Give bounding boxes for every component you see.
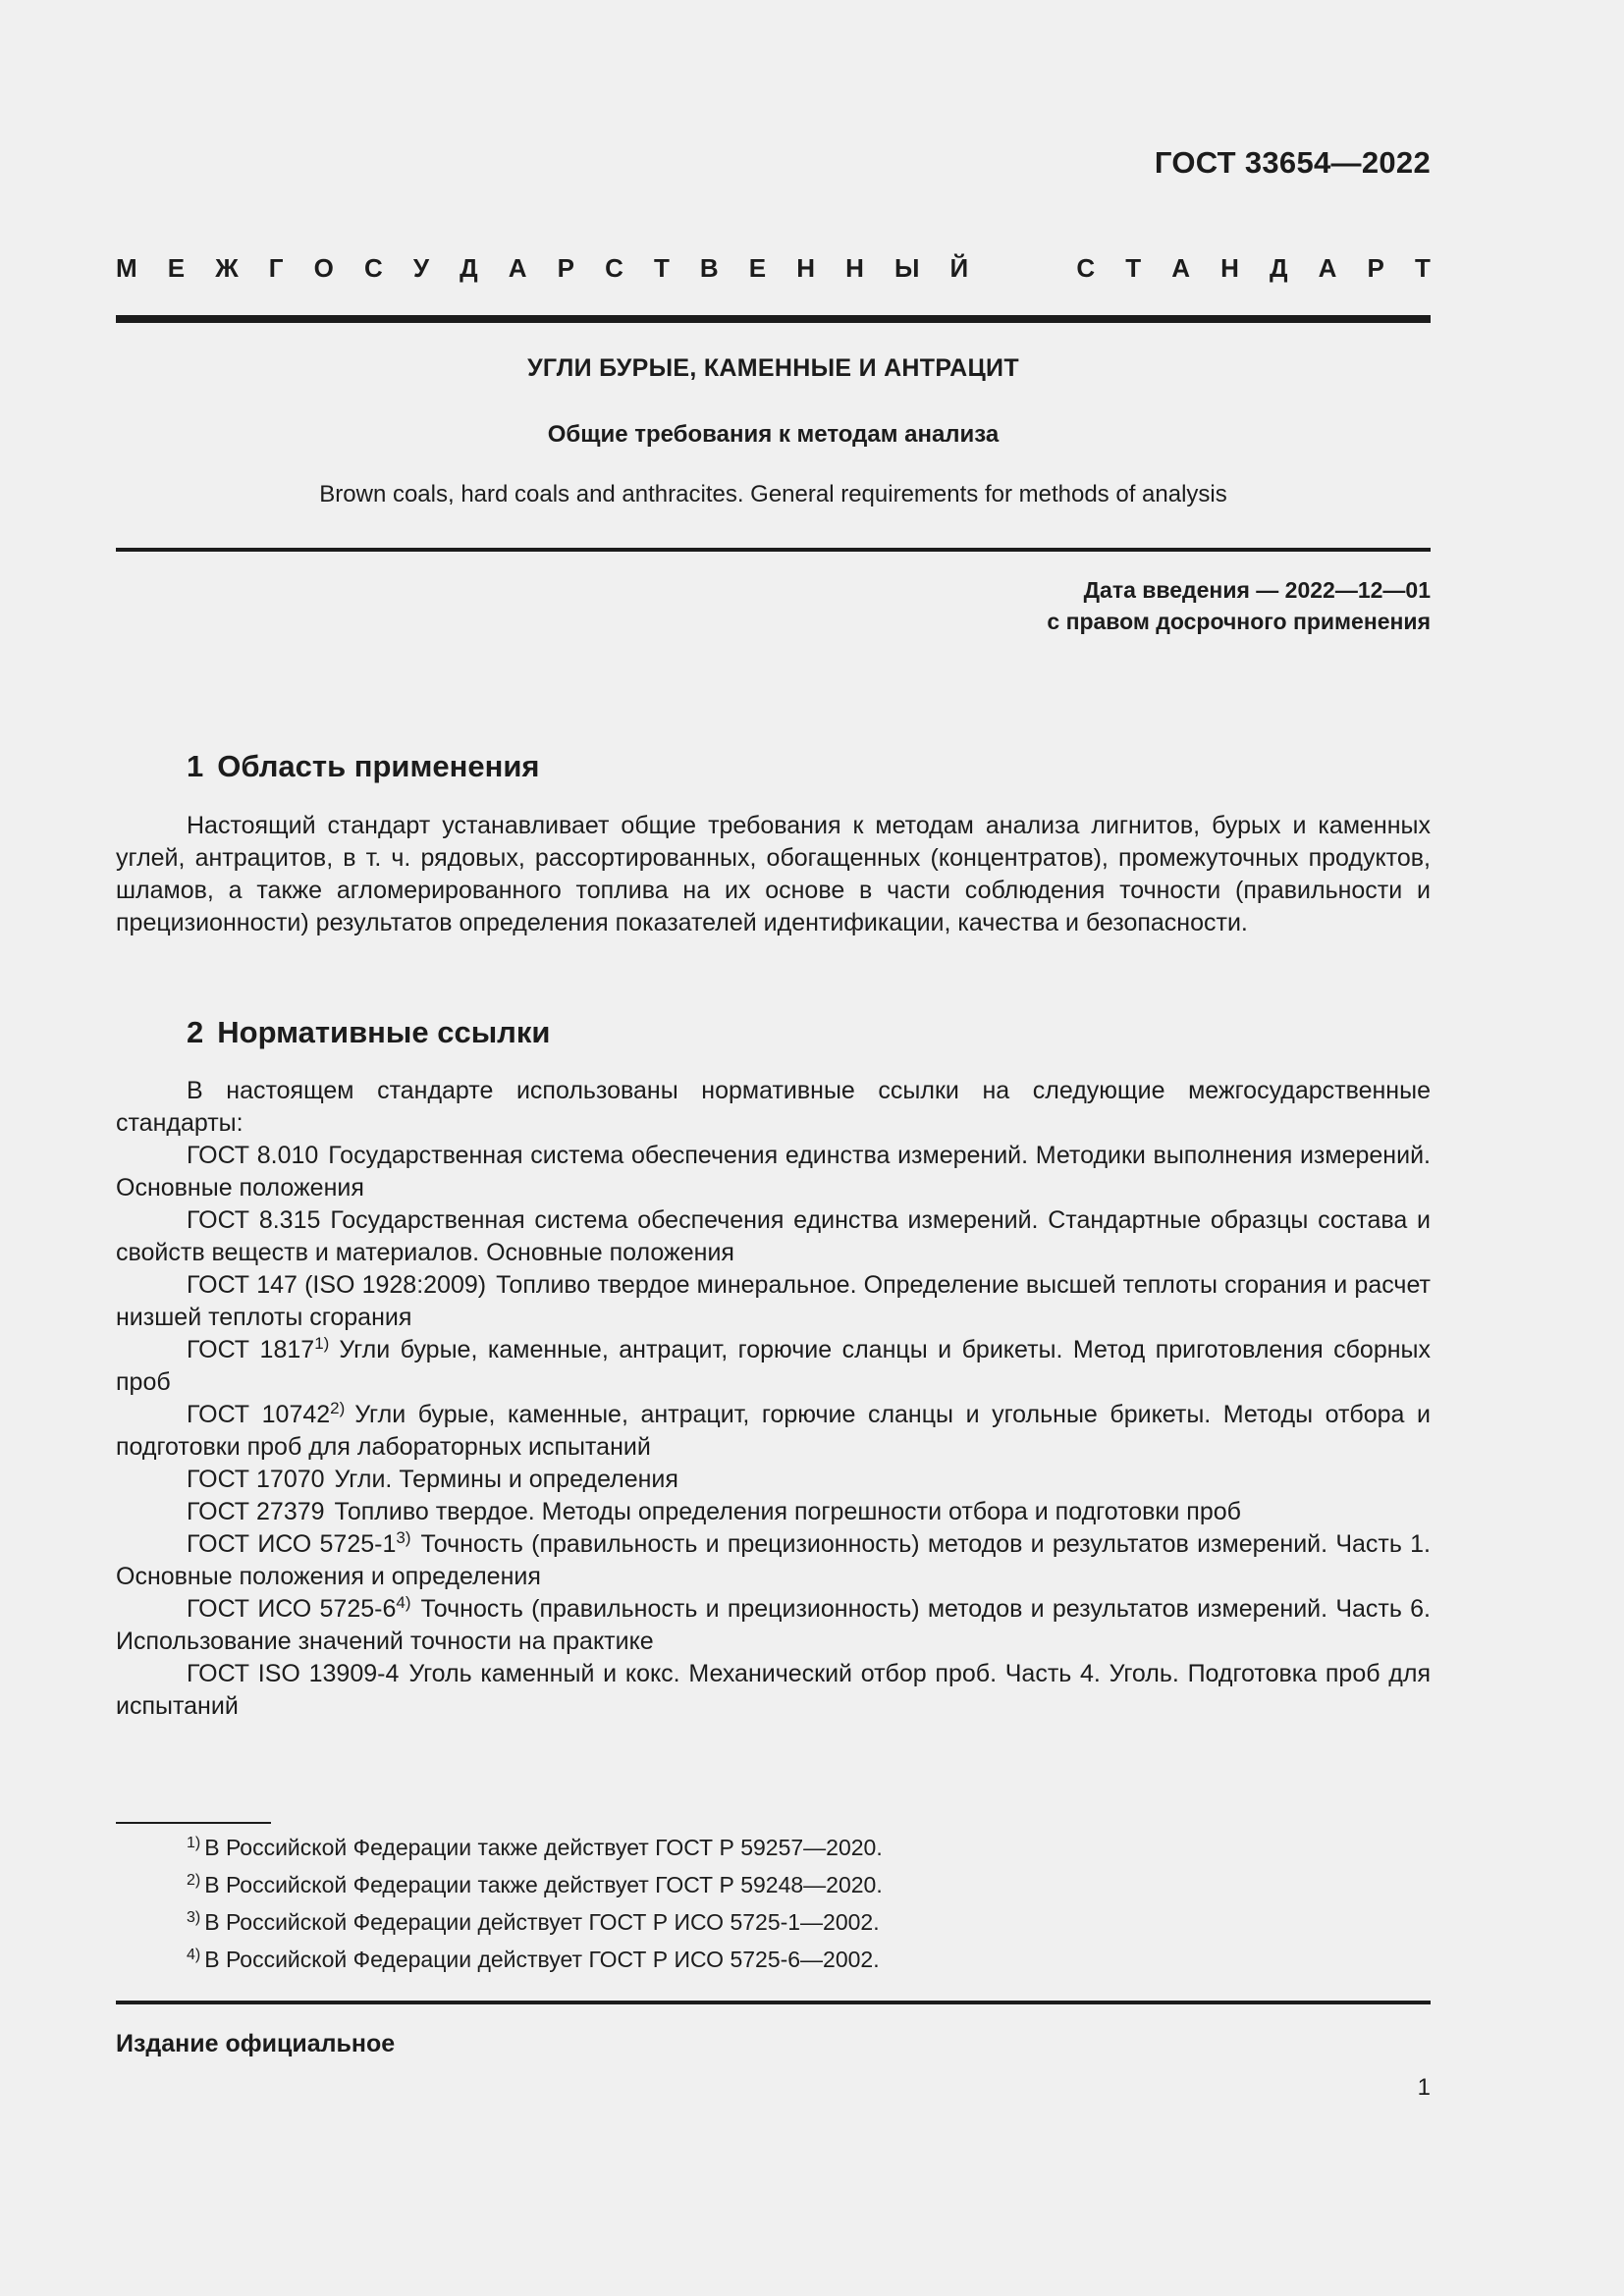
introduction-date-block [1047, 574, 1431, 637]
footnote [187, 1866, 883, 1903]
reference-code [187, 1336, 329, 1363]
document-page [116, 0, 1431, 2296]
heading-letter: Р [1367, 253, 1384, 283]
reference-code: ГОСТ 8.010 [187, 1142, 319, 1169]
section-heading-references [187, 1015, 550, 1050]
reference-title: Точность (правильность и прецизионность) методов и результатов измерений. Часть 1. Основные положения и определения [116, 1530, 1431, 1590]
reference-item [116, 1204, 1431, 1269]
reference-code-text: ГОСТ 10742 [187, 1401, 331, 1428]
reference-title: Угли. Термины и определения [334, 1466, 678, 1493]
footnote-mark: 4) [396, 1593, 411, 1612]
footnotes [187, 1829, 883, 1978]
introduction-date: Дата введения — 2022—12—01 [1083, 577, 1431, 603]
footnote-separator [116, 1822, 271, 1824]
heading-letter: М [116, 253, 137, 283]
heading-letter: С [605, 253, 623, 283]
word-gap [999, 253, 1046, 283]
reference-code: ГОСТ 147 (ISO 1928:2009) [187, 1271, 487, 1299]
heading-letter: Н [796, 253, 816, 283]
reference-item [116, 1496, 1431, 1528]
title-divider [116, 548, 1431, 552]
footnote-mark: 2) [187, 1872, 201, 1889]
heading-letter: Й [949, 253, 969, 283]
reference-title: Государственная система обеспечения единства измерений. Методики выполнения измерений. Основные положения [116, 1142, 1431, 1201]
reference-item [116, 1658, 1431, 1723]
reference-code: ГОСТ 8.315 [187, 1206, 321, 1234]
reference-item [116, 1140, 1431, 1204]
footnote-mark: 3) [187, 1909, 201, 1926]
section-heading-scope [187, 749, 540, 784]
reference-item [116, 1399, 1431, 1464]
heading-letter: Д [460, 253, 478, 283]
footnote-text: В Российской Федерации также действует ГОСТ Р 59248—2020. [204, 1872, 883, 1897]
reference-item [116, 1334, 1431, 1399]
footnote-mark: 2) [330, 1399, 346, 1417]
heading-letter: Т [1414, 253, 1431, 283]
heading-letter: А [508, 253, 527, 283]
heading-letter: Ж [215, 253, 239, 283]
footnote-text: В Российской Федерации действует ГОСТ Р ИСО 5725-6—2002. [204, 1947, 880, 1972]
edition-label: Издание официальное [116, 2030, 396, 2057]
reference-code [187, 1595, 410, 1623]
footnote-mark: 1) [314, 1334, 330, 1353]
heading-letter: Д [1270, 253, 1288, 283]
heading-letter: Е [748, 253, 767, 283]
reference-code: ГОСТ ISO 13909-4 [187, 1660, 400, 1687]
heading-letter: Р [557, 253, 574, 283]
english-title: Brown coals, hard coals and anthracites. General requirements for methods of analysis [319, 481, 1227, 507]
reference-code [187, 1530, 410, 1558]
reference-title: Угли бурые, каменные, антрацит, горючие сланцы и угольные брикеты. Методы отбора и подготовки проб для лабораторных испытаний [116, 1401, 1431, 1461]
reference-title: Топливо твердое минеральное. Определение высшей теплоты сгорания и расчет низшей теплоты сгорания [116, 1271, 1431, 1331]
heading-letter: О [313, 253, 334, 283]
heading-letter: Е [167, 253, 186, 283]
reference-title: Точность (правильность и прецизионность) методов и результатов измерений. Часть 6. Использование значений точности на практике [116, 1595, 1431, 1655]
reference-title: Государственная система обеспечения единства измерений. Стандартные образцы состава и свойств веществ и материалов. Основные положения [116, 1206, 1431, 1266]
references-intro: В настоящем стандарте использованы нормативные ссылки на следующие межгосударственные стандарты: [116, 1077, 1431, 1137]
reference-code-text: ГОСТ ИСО 5725-1 [187, 1530, 397, 1558]
heading-letter: Г [268, 253, 284, 283]
heading-letter: А [1171, 253, 1191, 283]
document-title: УГЛИ БУРЫЕ, КАМЕННЫЕ И АНТРАЦИТ [527, 354, 1019, 382]
page-number: 1 [1417, 2074, 1431, 2101]
footnote [187, 1829, 883, 1866]
section-title: Область применения [217, 749, 540, 783]
interstate-standard-heading [116, 253, 1431, 283]
section-number: 2 [187, 1015, 204, 1049]
document-subtitle: Общие требования к методам анализа [547, 421, 1000, 448]
footnote [187, 1903, 883, 1941]
heading-letter: С [363, 253, 383, 283]
section-number: 1 [187, 749, 204, 783]
footnote-text: В Российской Федерации также действует ГОСТ Р 59257—2020. [204, 1835, 883, 1860]
reference-item [116, 1464, 1431, 1496]
heading-letter: В [699, 253, 719, 283]
reference-code: ГОСТ 17070 [187, 1466, 325, 1493]
reference-code-text: ГОСТ 1817 [187, 1336, 315, 1363]
footnote-mark: 3) [396, 1528, 411, 1547]
header-divider [116, 315, 1431, 323]
reference-title: Уголь каменный и кокс. Механический отбор проб. Часть 4. Уголь. Подготовка проб для испытаний [116, 1660, 1432, 1720]
early-application-note: с правом досрочного применения [1047, 609, 1431, 634]
reference-title: Угли бурые, каменные, антрацит, горючие сланцы и брикеты. Метод приготовления сборных проб [116, 1336, 1432, 1396]
reference-item [116, 1593, 1431, 1658]
scope-paragraph: Настоящий стандарт устанавливает общие требования к методам анализа лигнитов, бурых и каменных углей, антрацитов, в т. ч. рядовых, рассортированных, обогащенных (концентратов), промежуточных продуктов, шламов, а также агломерированного топлива на их основе в части соблюдения точности (правильности и прецизионности) результатов определения показателей идентификации, качества и безопасности. [116, 812, 1431, 936]
footnote-mark: 4) [187, 1947, 201, 1963]
footer-divider [116, 2001, 1431, 2004]
heading-letter: Н [845, 253, 864, 283]
footnote-text: В Российской Федерации действует ГОСТ Р ИСО 5725-1—2002. [204, 1909, 880, 1935]
reference-item [116, 1269, 1431, 1334]
heading-letter: Ы [893, 253, 920, 283]
heading-letter: А [1318, 253, 1337, 283]
heading-letter: С [1076, 253, 1096, 283]
footnote-mark: 1) [187, 1835, 201, 1851]
normative-references [116, 1075, 1431, 1723]
reference-code [187, 1401, 345, 1428]
reference-item [116, 1528, 1431, 1593]
heading-letter: Т [653, 253, 670, 283]
gost-number: ГОСТ 33654—2022 [1154, 145, 1431, 180]
heading-letter: У [412, 253, 430, 283]
section-title: Нормативные ссылки [217, 1015, 551, 1049]
heading-letter: Т [1125, 253, 1142, 283]
reference-title: Топливо твердое. Методы определения погрешности отбора и подготовки проб [334, 1498, 1241, 1525]
reference-code-text: ГОСТ ИСО 5725-6 [187, 1595, 397, 1623]
reference-code: ГОСТ 27379 [187, 1498, 325, 1525]
heading-letter: Н [1220, 253, 1239, 283]
footnote [187, 1941, 883, 1978]
